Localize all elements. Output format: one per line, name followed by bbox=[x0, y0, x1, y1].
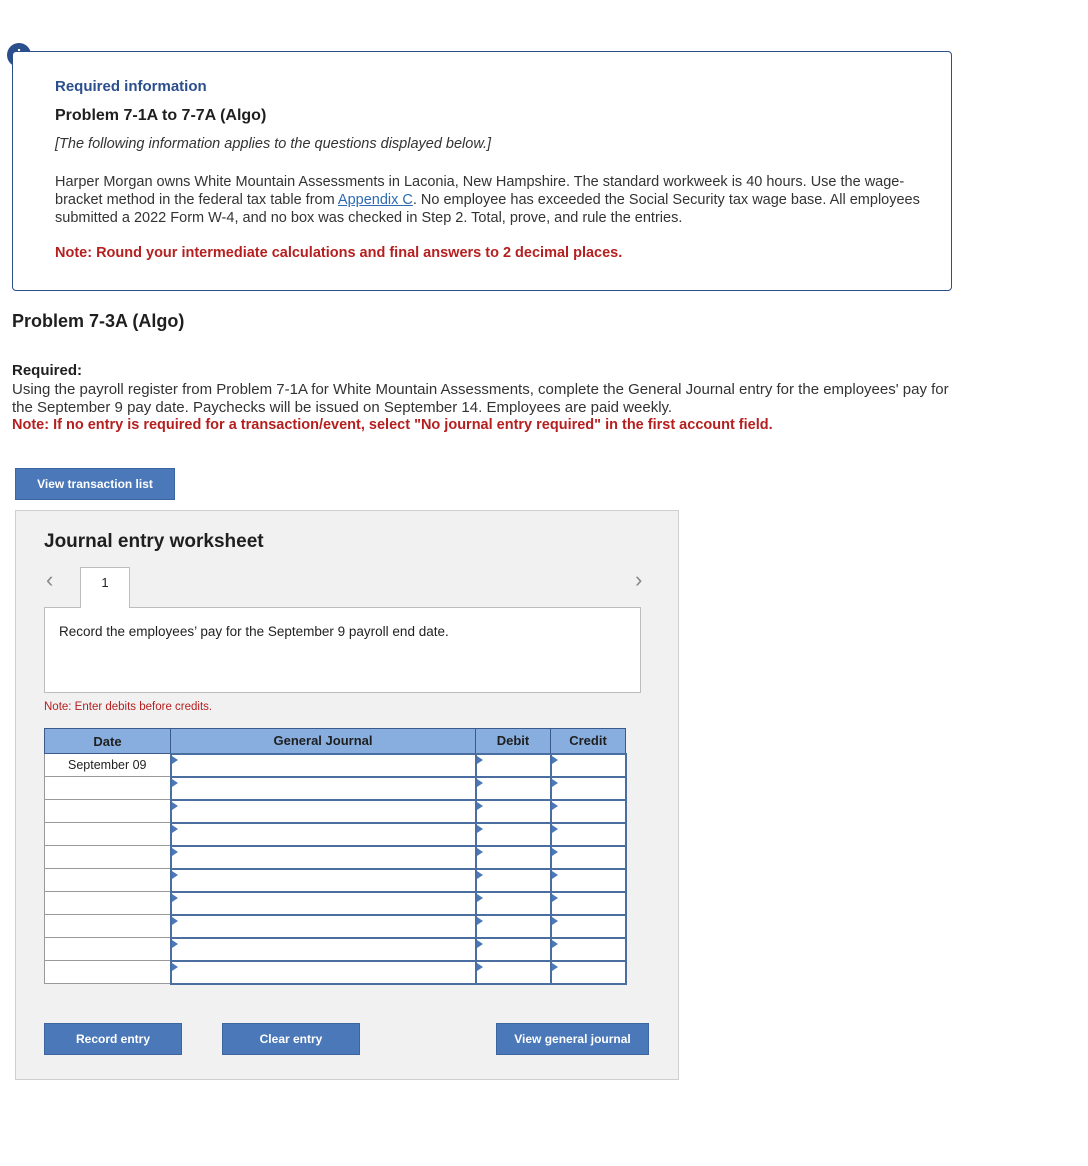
description-part-1: Harper Morgan owns White Mountain Assessments in Laconia, New Hampshire. The standard workweek is 40 hours. Use the wage-bracket method in the federal tax table from bbox=[55, 174, 905, 208]
debit-input[interactable] bbox=[476, 823, 551, 846]
account-input[interactable] bbox=[171, 961, 476, 984]
required-information-heading: Required information bbox=[55, 78, 207, 95]
table-row bbox=[45, 938, 626, 961]
debit-input[interactable] bbox=[476, 846, 551, 869]
rounding-note: Note: Round your intermediate calculations and final answers to 2 decimal places. bbox=[55, 245, 623, 261]
account-input[interactable] bbox=[171, 869, 476, 892]
debit-input[interactable] bbox=[476, 961, 551, 984]
credit-input[interactable] bbox=[551, 915, 626, 938]
account-input[interactable] bbox=[171, 754, 476, 777]
debit-input[interactable] bbox=[476, 777, 551, 800]
debit-input[interactable] bbox=[476, 892, 551, 915]
worksheet-title: Journal entry worksheet bbox=[44, 531, 264, 552]
date-cell bbox=[45, 915, 171, 938]
debit-input[interactable] bbox=[476, 754, 551, 777]
credit-input[interactable] bbox=[551, 869, 626, 892]
credit-input[interactable] bbox=[551, 800, 626, 823]
date-cell bbox=[45, 869, 171, 892]
journal-header-row bbox=[45, 729, 626, 754]
credit-input[interactable] bbox=[551, 892, 626, 915]
date-cell bbox=[45, 823, 171, 846]
credit-input[interactable] bbox=[551, 823, 626, 846]
account-input[interactable] bbox=[171, 823, 476, 846]
table-row bbox=[45, 915, 626, 938]
chevron-right-icon[interactable]: › bbox=[635, 567, 643, 592]
date-cell bbox=[45, 961, 171, 984]
problem-title: Problem 7-3A (Algo) bbox=[12, 311, 185, 331]
debits-before-credits-note: Note: Enter debits before credits. bbox=[44, 701, 213, 713]
header-date: Date bbox=[45, 729, 171, 754]
account-input[interactable] bbox=[171, 938, 476, 961]
header-debit: Debit bbox=[476, 729, 551, 754]
view-transaction-list-button[interactable]: View transaction list bbox=[15, 468, 175, 500]
header-credit: Credit bbox=[551, 729, 626, 754]
clear-entry-button[interactable]: Clear entry bbox=[222, 1023, 360, 1055]
account-input[interactable] bbox=[171, 800, 476, 823]
credit-input[interactable] bbox=[551, 846, 626, 869]
table-row bbox=[45, 892, 626, 915]
journal-entry-worksheet bbox=[15, 510, 679, 1080]
description-part-2: . No employee has exceeded the Social Security tax wage base. All employees submitted a 2022 Form W-4, and no box was checked in Step 2. Total, prove, and rule the entries. bbox=[55, 192, 920, 226]
header-general-journal: General Journal bbox=[171, 729, 476, 754]
transaction-description: Record the employees’ pay for the September 9 payroll end date. bbox=[59, 624, 449, 639]
account-input[interactable] bbox=[171, 777, 476, 800]
account-input[interactable] bbox=[171, 915, 476, 938]
account-input[interactable] bbox=[171, 846, 476, 869]
date-cell bbox=[45, 777, 171, 800]
table-row bbox=[45, 961, 626, 984]
credit-input[interactable] bbox=[551, 777, 626, 800]
journal-table bbox=[44, 728, 627, 985]
table-row bbox=[45, 869, 626, 892]
date-cell bbox=[45, 846, 171, 869]
date-cell: September 09 bbox=[45, 754, 171, 777]
no-entry-note: Note: If no entry is required for a transaction/event, select "No journal entry required" in the first account field. bbox=[12, 417, 773, 433]
table-row bbox=[45, 846, 626, 869]
problem-range-title: Problem 7-1A to 7-7A (Algo) bbox=[55, 107, 267, 124]
credit-input[interactable] bbox=[551, 938, 626, 961]
debit-input[interactable] bbox=[476, 915, 551, 938]
table-row bbox=[45, 777, 626, 800]
table-row bbox=[45, 800, 626, 823]
date-cell bbox=[45, 800, 171, 823]
chevron-left-icon[interactable]: ‹ bbox=[46, 567, 54, 592]
applies-text: [The following information applies to the questions displayed below.] bbox=[55, 136, 492, 152]
required-label: Required: bbox=[12, 362, 83, 379]
transaction-description-panel bbox=[44, 607, 641, 693]
credit-input[interactable] bbox=[551, 961, 626, 984]
date-cell bbox=[45, 892, 171, 915]
view-general-journal-button[interactable]: View general journal bbox=[496, 1023, 649, 1055]
date-cell bbox=[45, 938, 171, 961]
account-input[interactable] bbox=[171, 892, 476, 915]
table-row bbox=[45, 754, 626, 777]
problem-description bbox=[55, 173, 925, 227]
debit-input[interactable] bbox=[476, 938, 551, 961]
tab-1[interactable]: 1 bbox=[80, 567, 130, 608]
debit-input[interactable] bbox=[476, 869, 551, 892]
required-text: Using the payroll register from Problem 7-1A for White Mountain Assessments, complete the General Journal entry for the employees' pay for the September 9 pay date. Paychecks will be issued on September 14. Employees are paid weekly. bbox=[12, 381, 949, 416]
appendix-c-link[interactable]: Appendix C bbox=[337, 192, 413, 208]
debit-input[interactable] bbox=[476, 800, 551, 823]
record-entry-button[interactable]: Record entry bbox=[44, 1023, 182, 1055]
required-information-box bbox=[12, 51, 952, 291]
table-row bbox=[45, 823, 626, 846]
credit-input[interactable] bbox=[551, 754, 626, 777]
